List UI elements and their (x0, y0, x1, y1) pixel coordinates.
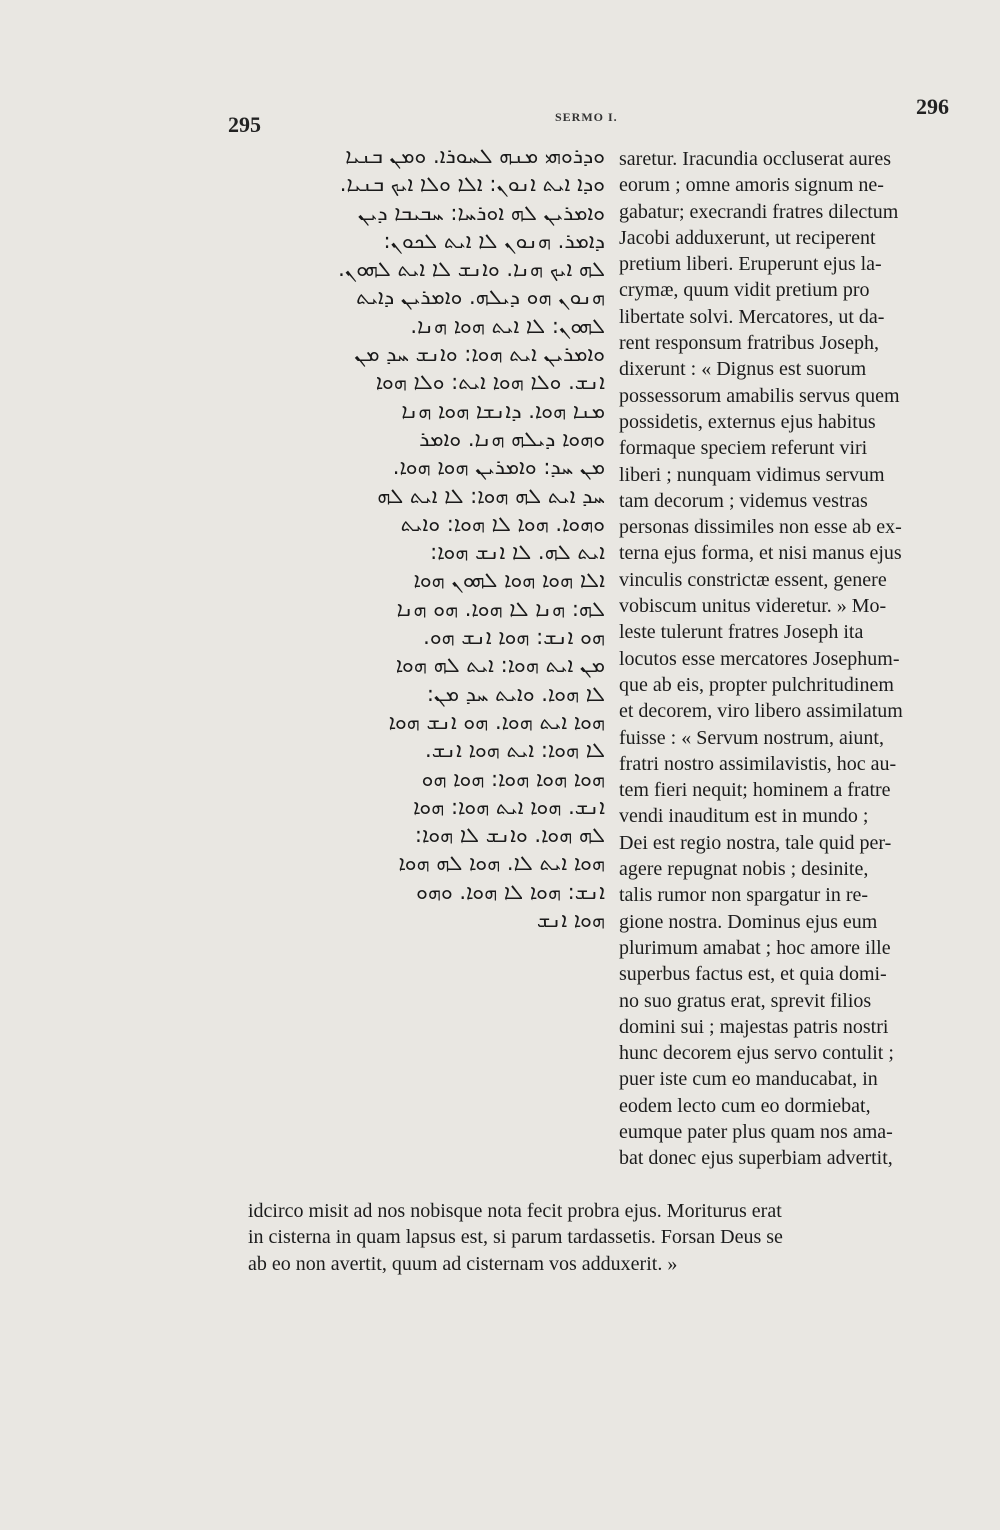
latin-line: vinculis constrictæ essent, genere (619, 568, 887, 591)
syriac-line: ܗܘܐ ܐܢܫ (536, 908, 605, 933)
syriac-line: ܠܐ ܗܘܐ. ܘܐܝܬ ܚܕ ܡܢ: (426, 681, 605, 706)
latin-full-width-text (248, 1198, 978, 1277)
latin-line: superbus factus est, et quia domi- (619, 963, 887, 986)
latin-line: et decorem, viro libero assimilatum (619, 700, 903, 723)
syriac-line: ܐܠܐ ܗܘܐ ܗܘܐ ܠܗܘܢ ܗܘܐ (413, 568, 605, 593)
page-number-left: 295 (228, 112, 261, 137)
syriac-line: ܠܗ: ܗܢܐ ܠܐ ܗܘܐ. ܗܘ ܗܢܐ (396, 596, 605, 621)
latin-line: fratri nostro assimilavistis, hoc au- (619, 752, 897, 775)
latin-line: liberi ; nunquam vidimus servum (619, 463, 885, 486)
latin-line: fuisse : « Servum nostrum, aiunt, (619, 726, 884, 749)
syriac-line: ܐܝܬ ܠܗ. ܠܐ ܐܢܫ ܗܘܐ: (430, 540, 605, 565)
syriac-line: ܐܢܫ. ܗܘܐ ܐܝܬ ܗܘܐ: ܗܘܐ (413, 794, 605, 819)
latin-line: plurimum amabat ; hoc amore ille (619, 936, 891, 959)
latin-line: vobiscum unitus videretur. » Mo- (619, 595, 887, 618)
syriac-line: ܡܢ ܚܕ: ܘܐܡܪܝܢ ܗܘܐ ܗܘܐ. (392, 455, 605, 480)
latin-line: crymæ, quum vidit pretium pro (619, 279, 870, 302)
running-head: SERMO I. (555, 110, 618, 124)
syriac-line: ܚܕ ܐܝܬ ܠܗ ܗܘܐ: ܠܐ ܐܝܬ ܠܗ (377, 483, 605, 508)
latin-line: saretur. Iracundia occluserat aures (619, 148, 892, 170)
latin-full-line: idcirco misit ad nos nobisque nota fecit probra ejus. Moriturus erat (248, 1200, 782, 1222)
syriac-line: ܘܗܘܐ. ܗܘܐ ܠܐ ܗܘܐ: ܘܐܝܬ (400, 511, 605, 536)
syriac-line: ܠܐ ܗܘܐ: ܐܝܬ ܗܘܐ ܐܢܫ. (425, 738, 605, 763)
latin-full-line: in cisterna in quam lapsus est, si parum tardassetis. Forsan Deus se (248, 1226, 783, 1249)
syriac-line: ܗܘܐ ܐܝܬ ܗܘܐ. ܗܘ ܐܢܫ ܗܘܐ (388, 709, 605, 734)
latin-text-column (619, 146, 959, 1172)
latin-line: hunc decorem ejus servo contulit ; (619, 1042, 894, 1065)
syriac-line: ܡܢܐ ܗܘܐ. ܕܐܢܫܐ ܗܘܐ ܗܢܐ (401, 398, 605, 423)
syriac-line: ܐܢܫ. ܘܠܐ ܗܘܐ ܐܝܬ: ܘܠܐ ܗܘܐ (375, 370, 605, 395)
latin-line: gione nostra. Dominus ejus eum (619, 910, 878, 933)
latin-line: formaque speciem referunt viri (619, 437, 868, 460)
syriac-text-column (235, 142, 605, 934)
latin-line: gabatur; execrandi fratres dilectum (619, 200, 899, 223)
latin-line: dixerunt : « Dignus est suorum (619, 358, 867, 381)
latin-line: domini sui ; majestas patris nostri (619, 1015, 889, 1038)
page-number-right: 296 (916, 94, 949, 119)
latin-line: tem fieri nequit; hominem a fratre (619, 779, 891, 802)
syriac-line: ܡܢ ܐܝܬ ܗܘܐ: ܐܝܬ ܠܗ ܗܘܐ (395, 653, 605, 678)
latin-line: agere repugnat nobis ; desinite, (619, 858, 869, 881)
latin-line: eorum ; omne amoris signum ne- (619, 174, 884, 197)
syriac-line: ܘܐܡܪܝܢ ܠܗ ܐܘܪܚܐ: ܚܒܝܒܐ ܕܝܢ (357, 200, 605, 225)
latin-line: eumque pater plus quam nos ama- (619, 1120, 893, 1143)
syriac-line: ܗܘ ܐܢܫ: ܗܘܐ ܐܢܫ ܗܘ. (423, 625, 605, 650)
latin-line: no suo gratus erat, sprevit filios (619, 989, 872, 1012)
latin-line: Dei est regio nostra, tale quid per- (619, 831, 892, 854)
latin-line: possidetis, externus ejus habitus (619, 410, 876, 433)
syriac-line: ܐܢܫ: ܗܘܐ ܠܐ ܗܘܐ. ܘܗܘ (416, 879, 605, 904)
latin-line: possessorum amabilis servus quem (619, 384, 900, 407)
syriac-line: ܠܗ ܐܝܟ ܗܢܐ. ܘܐܢܫ ܠܐ ܐܝܬ ܠܗܘܢ. (338, 257, 605, 282)
syriac-line: ܘܕܪܘܗܝ ܡܢܗ ܠܚܘܪܐ. ܘܡܢ ܒܢܝܐ (345, 144, 605, 168)
syriac-line: ܘܐܡܪܝܢ ܐܝܬ ܗܘܐ: ܘܐܢܫ ܚܕ ܡܢ (354, 342, 605, 367)
syriac-line: ܗܘܐ ܗܘܐ ܗܘܐ: ܗܘܐ ܗܘ (421, 766, 605, 791)
latin-line: que ab eis, propter pulchritudinem (619, 673, 894, 696)
latin-line: pretium liberi. Eruperunt ejus la- (619, 253, 882, 276)
latin-full-line: ab eo non avertit, quum ad cisternam vos adduxerit. » (248, 1252, 678, 1275)
syriac-line: ܘܕܐ ܐܝܬ ܐܢܘܢ: ܐܠܐ ܘܠܐ ܐܝܟ ܒܢܝܐ. (339, 172, 605, 197)
latin-line: locutos esse mercatores Josephum- (619, 647, 900, 670)
syriac-line: ܕܐܡܪ. ܗܢܘܢ ܠܐ ܐܝܬ ܠܟܘܢ: (383, 228, 605, 253)
syriac-line: ܗܢܘܢ ܗܘ ܕܝܠܗ. ܘܐܡܪܝܢ ܕܐܝܬ (356, 285, 605, 310)
latin-line: libertate solvi. Mercatores, ut da- (619, 305, 885, 328)
latin-line: terna ejus forma, et nisi manus ejus (619, 542, 902, 565)
syriac-line: ܠܗܘܢ: ܠܐ ܐܝܬ ܗܘܐ ܗܢܐ. (410, 313, 605, 338)
latin-line: leste tulerunt fratres Joseph ita (619, 621, 864, 644)
latin-line: bat donec ejus superbiam advertit, (619, 1147, 893, 1170)
latin-line: personas dissimiles non esse ab ex- (619, 516, 902, 539)
latin-line: tam decorum ; videmus vestras (619, 489, 868, 512)
latin-line: puer iste cum eo manducabat, in (619, 1068, 878, 1091)
latin-line: vendi inauditum est in mundo ; (619, 805, 869, 828)
syriac-line: ܘܗܘܐ ܕܝܠܗ ܗܢܐ. ܘܐܡܪ (419, 426, 605, 451)
latin-line: talis rumor non spargatur in re- (619, 884, 869, 907)
syriac-line: ܗܘܐ ܐܝܬ ܠܐ. ܗܘܐ ܠܗ ܗܘܐ (398, 851, 605, 876)
latin-line: rent responsum fratribus Joseph, (619, 332, 879, 355)
latin-line: Jacobi adduxerunt, ut reciperent (619, 226, 876, 249)
syriac-line: ܠܗ ܗܘܐ. ܘܐܢܫ ܠܐ ܗܘܐ: (414, 823, 605, 848)
latin-line: eodem lecto cum eo dormiebat, (619, 1094, 871, 1117)
